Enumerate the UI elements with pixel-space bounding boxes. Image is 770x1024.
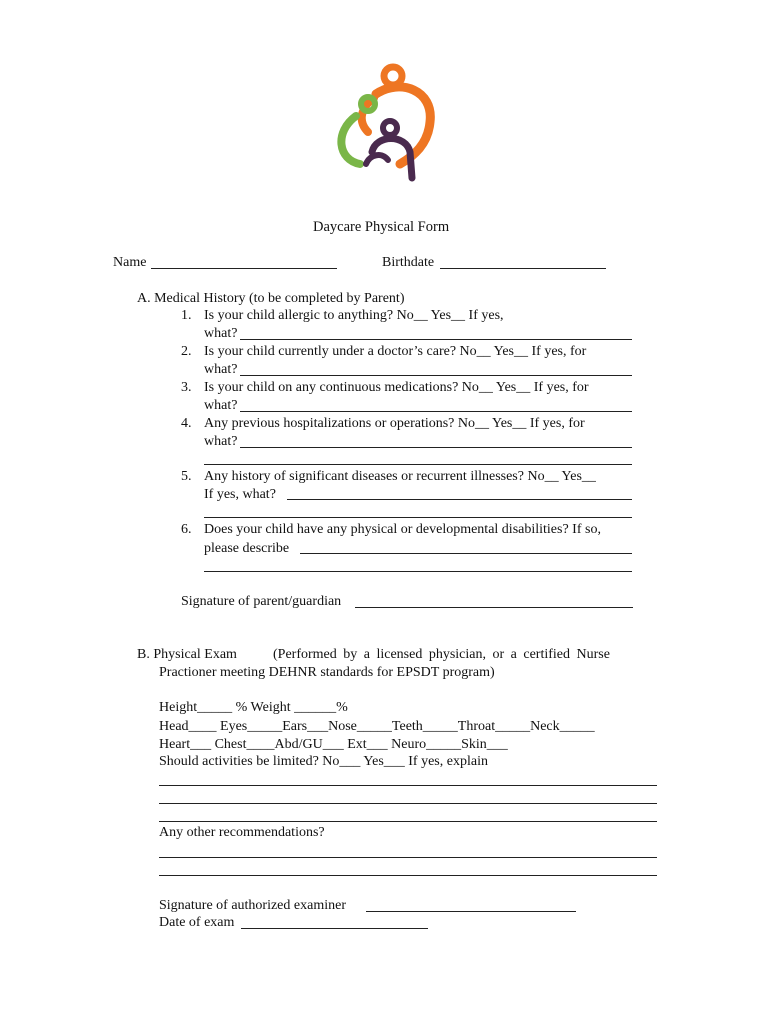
q2-cont: what?	[204, 362, 238, 377]
heart-chest-line: Heart___ Chest____Abd/GU___ Ext___ Neuro_____Skin___	[159, 737, 508, 752]
q3-cont: what?	[204, 398, 238, 413]
logo-purple-arm	[366, 155, 388, 164]
examiner-signature-line[interactable]	[366, 911, 576, 912]
name-field-line[interactable]	[151, 268, 337, 269]
exam-date-line[interactable]	[241, 928, 428, 929]
birthdate-label: Birthdate	[382, 255, 435, 270]
q5-cont: If yes, what?	[204, 487, 276, 502]
logo-orange-head	[384, 67, 402, 85]
recommendations-line-1[interactable]	[159, 857, 657, 858]
section-a-heading: A. Medical History (to be completed by Parent)	[137, 291, 405, 306]
q1-cont: what?	[204, 326, 238, 341]
parent-signature-label: Signature of parent/guardian	[181, 594, 342, 609]
q4-cont: what?	[204, 434, 238, 449]
head-eyes-line: Head____ Eyes_____Ears___Nose_____Teeth_____Throat_____Neck_____	[159, 719, 595, 734]
logo-green-body	[341, 116, 360, 164]
q3-answer-line[interactable]	[240, 411, 632, 412]
q6-answer-line[interactable]	[300, 553, 632, 554]
examiner-signature-label: Signature of authorized examiner	[159, 898, 346, 913]
logo-purple-head	[383, 121, 397, 135]
q4-text: Any previous hospitalizations or operations? No__ Yes__ If yes, for	[204, 416, 585, 431]
q6-cont: please describe	[204, 541, 290, 556]
daycare-logo	[330, 60, 442, 182]
q2-text: Is your child currently under a doctor’s care? No__ Yes__ If yes, for	[204, 344, 587, 359]
q5-answer-line[interactable]	[287, 499, 632, 500]
q5-answer-line-2[interactable]	[204, 517, 632, 518]
explain-line-1[interactable]	[159, 785, 657, 786]
height-weight-line: Height_____ % Weight ______%	[159, 700, 348, 715]
q1-number: 1.	[181, 308, 192, 323]
activities-limited-line: Should activities be limited? No___ Yes___ If yes, explain	[159, 754, 488, 769]
recommendations-line-2[interactable]	[159, 875, 657, 876]
q1-text: Is your child allergic to anything? No__ Yes__ If yes,	[204, 308, 504, 323]
form-title: Daycare Physical Form	[313, 219, 450, 235]
q5-number: 5.	[181, 469, 192, 484]
q2-number: 2.	[181, 344, 192, 359]
q4-number: 4.	[181, 416, 192, 431]
q6-answer-line-2[interactable]	[204, 571, 632, 572]
explain-line-3[interactable]	[159, 821, 657, 822]
recommendations-label: Any other recommendations?	[159, 825, 325, 840]
parent-signature-line[interactable]	[355, 607, 633, 608]
q6-number: 6.	[181, 522, 192, 537]
q3-number: 3.	[181, 380, 192, 395]
q3-text: Is your child on any continuous medications? No__ Yes__ If yes, for	[204, 380, 589, 395]
q6-text: Does your child have any physical or developmental disabilities? If so,	[204, 522, 601, 537]
section-b-heading: B. Physical Exam	[137, 647, 237, 662]
section-b-heading-note: (Performed by a licensed physician, or a certified Nurse	[273, 647, 610, 662]
q4-answer-line-2[interactable]	[204, 464, 632, 465]
q2-answer-line[interactable]	[240, 375, 632, 376]
name-label: Name	[113, 255, 147, 270]
q1-answer-line[interactable]	[240, 339, 632, 340]
exam-date-label: Date of exam	[159, 915, 235, 930]
section-b-heading-note-2: Practioner meeting DEHNR standards for EPSDT program)	[159, 665, 495, 680]
explain-line-2[interactable]	[159, 803, 657, 804]
q5-text: Any history of significant diseases or recurrent illnesses? No__ Yes__	[204, 469, 596, 484]
q4-answer-line[interactable]	[240, 447, 632, 448]
birthdate-field-line[interactable]	[440, 268, 606, 269]
